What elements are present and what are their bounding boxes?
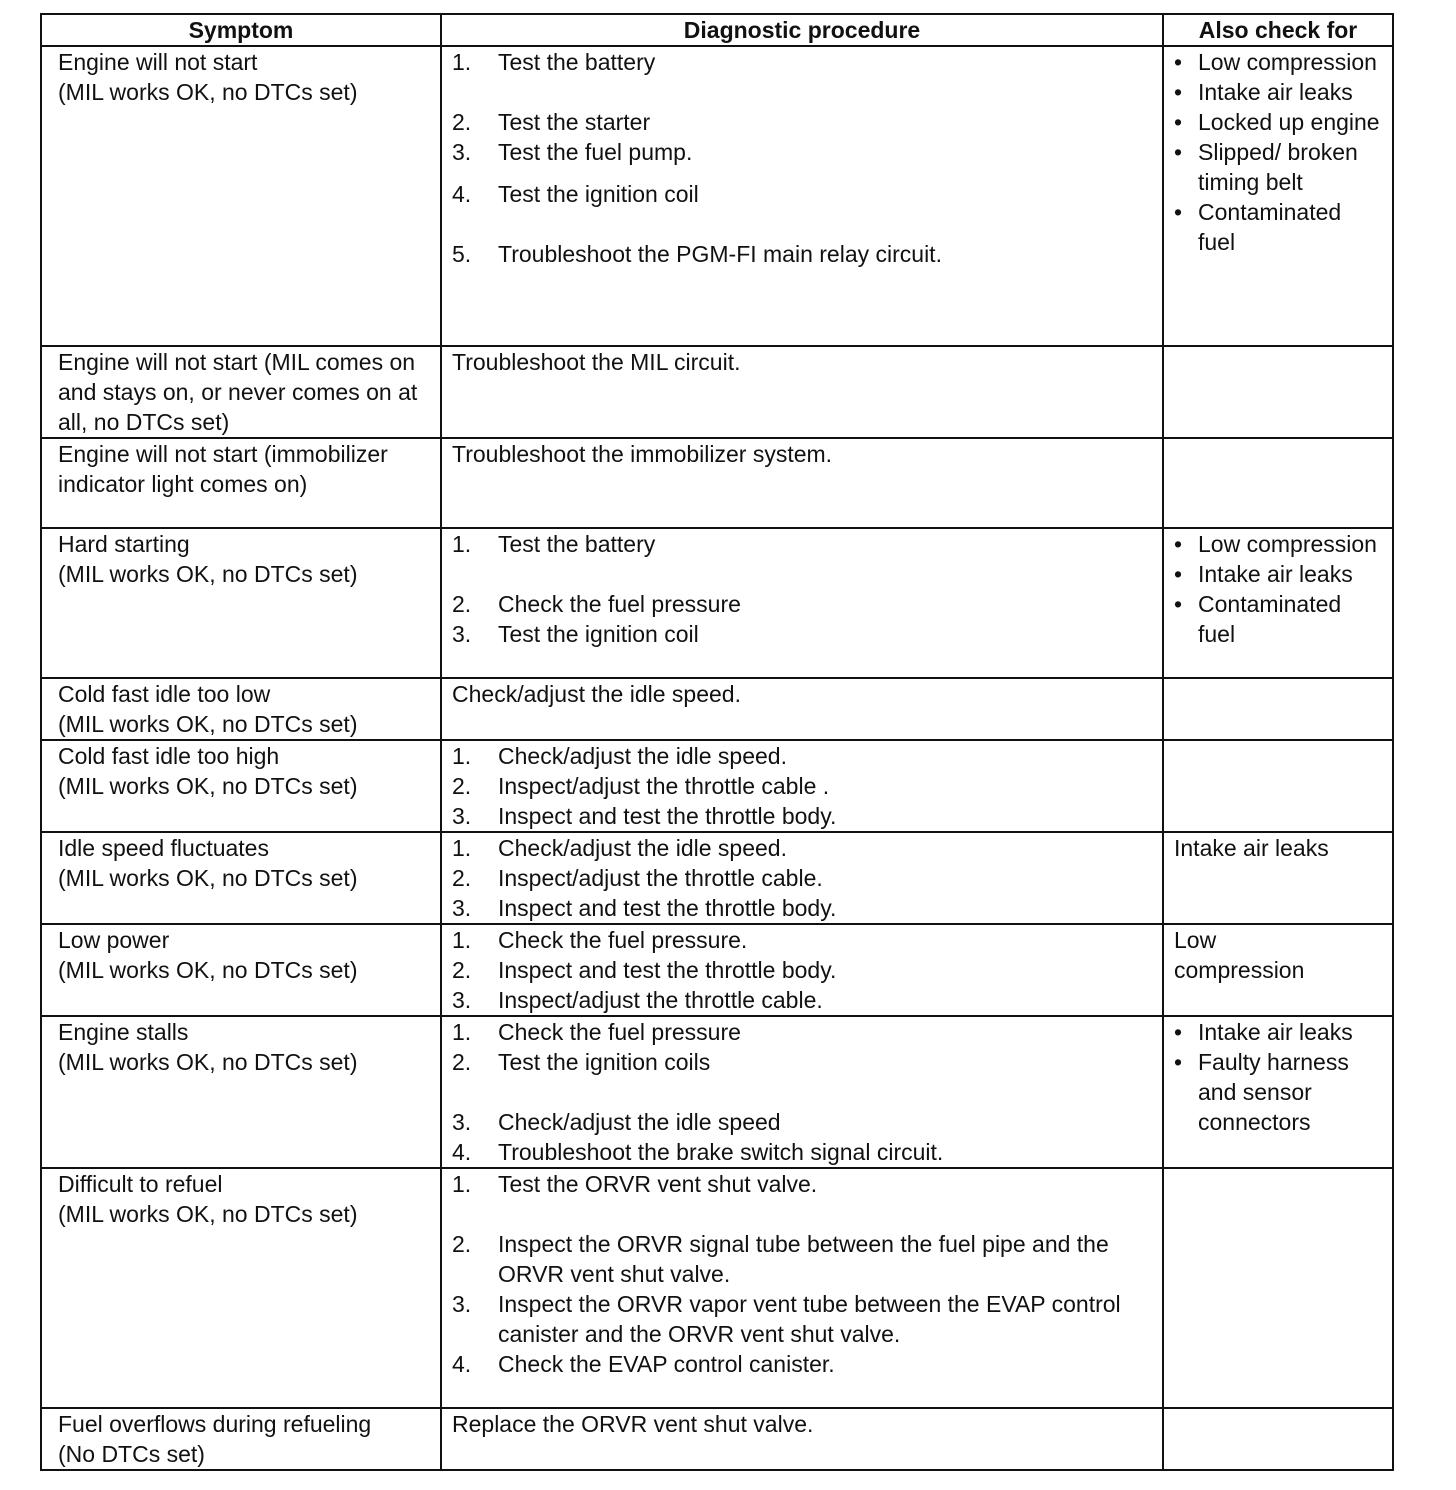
bullet-icon: • — [1174, 531, 1183, 557]
also-check-cell — [1163, 46, 1393, 346]
procedure-cell — [441, 46, 1163, 346]
procedure-list — [452, 529, 1154, 649]
header-row — [41, 14, 1393, 46]
also-check-cell — [1163, 346, 1393, 438]
procedure-list — [452, 925, 1154, 1015]
list-item: 3. Check/adjust the idle speed — [452, 1109, 781, 1135]
list-item: • Intake air leaks — [1174, 1019, 1353, 1045]
also-check-list — [1174, 1017, 1384, 1137]
procedure-list — [452, 47, 1154, 269]
list-item: • Slipped/ broken timing belt — [1174, 139, 1358, 195]
table-row — [41, 1016, 1393, 1168]
also-check-list — [1174, 529, 1384, 649]
procedure-list — [452, 833, 1154, 923]
list-item: 2. Check the fuel pressure — [452, 591, 741, 617]
list-item: 1. Check the fuel pressure — [452, 1019, 741, 1045]
procedure-cell — [441, 1016, 1163, 1168]
list-item: 4. Check the EVAP control canister. — [452, 1351, 835, 1377]
symptom-cell: Hard starting (MIL works OK, no DTCs set) — [41, 528, 441, 678]
symptom-cell: Difficult to refuel (MIL works OK, no DTCs set) — [41, 1168, 441, 1408]
bullet-icon: • — [1174, 1019, 1183, 1045]
table-row — [41, 740, 1393, 832]
procedure-list — [452, 1017, 1154, 1167]
procedure-cell: Check/adjust the idle speed. — [441, 678, 1163, 740]
list-item: 2. Inspect and test the throttle body. — [452, 957, 837, 983]
table-row — [41, 924, 1393, 1016]
list-item: 1. Check the fuel pressure. — [452, 927, 748, 953]
table-row — [41, 528, 1393, 678]
table-row — [41, 1168, 1393, 1408]
bullet-icon: • — [1174, 79, 1183, 105]
also-check-cell — [1163, 1408, 1393, 1470]
table-row — [41, 678, 1393, 740]
procedure-cell: Troubleshoot the MIL circuit. — [441, 346, 1163, 438]
table-row — [41, 346, 1393, 438]
procedure-cell: Replace the ORVR vent shut valve. — [441, 1408, 1163, 1470]
procedure-cell: Troubleshoot the immobilizer system. — [441, 438, 1163, 528]
symptom-cell: Low power (MIL works OK, no DTCs set) — [41, 924, 441, 1016]
list-item: 4. Test the ignition coil — [452, 181, 699, 207]
list-item: • Intake air leaks — [1174, 561, 1353, 587]
symptom-cell: Idle speed fluctuates (MIL works OK, no DTCs set) — [41, 832, 441, 924]
also-check-cell — [1163, 740, 1393, 832]
list-item: 2. Test the ignition coils — [452, 1049, 711, 1075]
also-check-cell — [1163, 678, 1393, 740]
also-check-cell — [1163, 1016, 1393, 1168]
bullet-icon: • — [1174, 591, 1183, 617]
also-check-cell — [1163, 528, 1393, 678]
table-row — [41, 438, 1393, 528]
list-item: 3. Inspect and test the throttle body. — [452, 895, 837, 921]
also-check-list — [1174, 47, 1384, 257]
list-item: 2. Inspect the ORVR signal tube between the fuel pipe and the ORVR vent shut valve. — [452, 1231, 1109, 1287]
procedure-cell — [441, 832, 1163, 924]
bullet-icon: • — [1174, 199, 1183, 225]
troubleshooting-table — [40, 13, 1394, 1471]
symptom-cell: Cold fast idle too high (MIL works OK, no DTCs set) — [41, 740, 441, 832]
symptom-cell: Engine will not start (MIL works OK, no DTCs set) — [41, 46, 441, 346]
list-item: 1. Check/adjust the idle speed. — [452, 743, 787, 769]
bullet-icon: • — [1174, 109, 1183, 135]
list-item: 1. Test the ORVR vent shut valve. — [452, 1171, 818, 1197]
procedure-cell — [441, 924, 1163, 1016]
procedure-cell — [441, 528, 1163, 678]
list-item: • Contaminated fuel — [1174, 591, 1342, 647]
procedure-list — [452, 1169, 1154, 1379]
symptom-cell: Cold fast idle too low (MIL works OK, no DTCs set) — [41, 678, 441, 740]
procedure-list — [452, 741, 1154, 831]
list-item: 3. Test the ignition coil — [452, 621, 699, 647]
list-item: 1. Test the battery — [452, 531, 656, 557]
table-row — [41, 832, 1393, 924]
symptom-cell: Engine stalls (MIL works OK, no DTCs set) — [41, 1016, 441, 1168]
bullet-icon: • — [1174, 139, 1183, 165]
header-procedure: Diagnostic procedure — [441, 14, 1163, 46]
list-item: 1. Check/adjust the idle speed. — [452, 835, 787, 861]
list-item: 3. Inspect/adjust the throttle cable. — [452, 987, 823, 1013]
procedure-cell — [441, 740, 1163, 832]
symptom-cell: Fuel overflows during refueling (No DTCs set) — [41, 1408, 441, 1470]
bullet-icon: • — [1174, 561, 1183, 587]
list-item: • Low compression — [1174, 49, 1377, 75]
also-check-cell: Intake air leaks — [1163, 832, 1393, 924]
list-item: • Locked up engine — [1174, 109, 1380, 135]
table-row — [41, 1408, 1393, 1470]
header-symptom: Symptom — [41, 14, 441, 46]
also-check-cell — [1163, 438, 1393, 528]
list-item: • Intake air leaks — [1174, 79, 1353, 105]
procedure-cell — [441, 1168, 1163, 1408]
symptom-cell: Engine will not start (immobilizer indicator light comes on) — [41, 438, 441, 528]
list-item: • Contaminated fuel — [1174, 199, 1342, 255]
list-item: 5. Troubleshoot the PGM-FI main relay circuit. — [452, 241, 942, 267]
list-item: 3. Test the fuel pump. — [452, 139, 693, 165]
list-item: • Faulty harness and sensor connectors — [1174, 1049, 1349, 1135]
list-item: 2. Inspect/adjust the throttle cable. — [452, 865, 823, 891]
list-item: 2. Inspect/adjust the throttle cable . — [452, 773, 830, 799]
also-check-cell: Low compression — [1163, 924, 1393, 1016]
header-also-check: Also check for — [1163, 14, 1393, 46]
table-row — [41, 46, 1393, 346]
list-item: 3. Inspect and test the throttle body. — [452, 803, 837, 829]
list-item: 4. Troubleshoot the brake switch signal circuit. — [452, 1139, 944, 1165]
diagnostic-table-page — [40, 13, 1392, 1471]
list-item: 1. Test the battery — [452, 49, 656, 75]
bullet-icon: • — [1174, 1049, 1183, 1075]
list-item: 3. Inspect the ORVR vapor vent tube between the EVAP control canister and the ORVR vent shut valve. — [452, 1291, 1121, 1347]
symptom-cell: Engine will not start (MIL comes on and stays on, or never comes on at all, no DTCs set) — [41, 346, 441, 438]
list-item: • Low compression — [1174, 531, 1377, 557]
also-check-cell — [1163, 1168, 1393, 1408]
list-item: 2. Test the starter — [452, 109, 651, 135]
bullet-icon: • — [1174, 49, 1183, 75]
